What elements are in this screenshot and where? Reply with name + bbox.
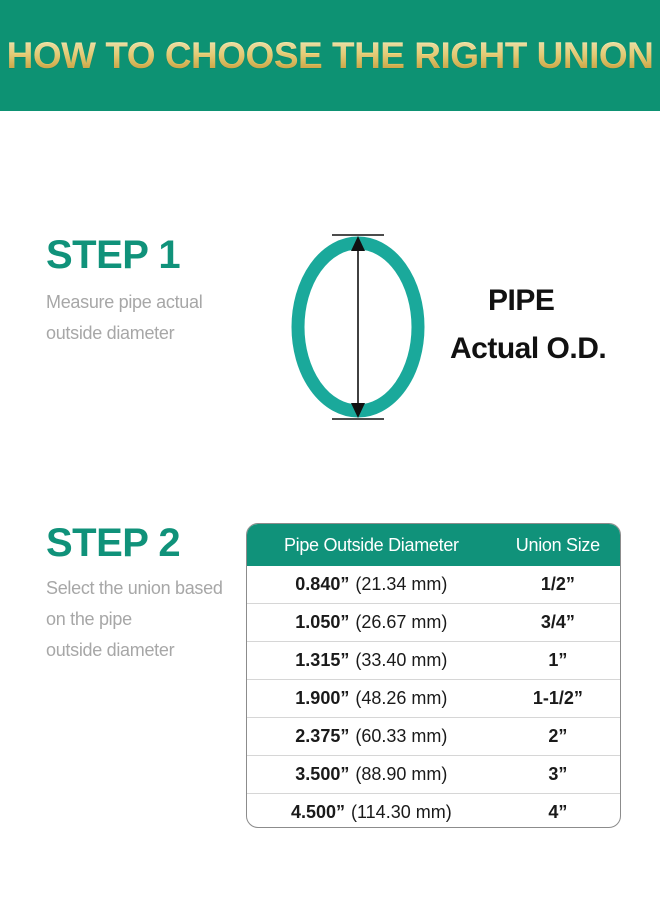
od-inches: 2.375”	[295, 726, 350, 746]
step1-heading: STEP 1	[46, 233, 181, 277]
union-size-cell: 3/4”	[540, 612, 575, 632]
step2-desc-line: on the pipe	[46, 609, 132, 629]
od-inches: 3.500”	[295, 764, 350, 784]
od-cell	[247, 650, 496, 671]
column-header-union-size: Union Size	[515, 534, 600, 555]
od-inches: 1.315”	[295, 650, 350, 670]
od-millimeters: (33.40 mm)	[355, 650, 448, 670]
table-row	[247, 793, 620, 828]
od-inches: 1.900”	[295, 688, 350, 708]
union-size-cell: 1”	[548, 650, 568, 670]
od-cell	[247, 612, 496, 633]
od-millimeters: (60.33 mm)	[355, 726, 448, 746]
step2-description	[46, 573, 223, 666]
column-header-pipe-od: Pipe Outside Diameter	[283, 534, 459, 555]
od-cell	[247, 802, 496, 823]
header-banner	[0, 0, 660, 111]
union-size-cell: 1-1/2”	[532, 688, 583, 708]
union-size-cell: 2”	[548, 726, 568, 746]
od-millimeters: (114.30 mm)	[351, 802, 452, 822]
step2-heading: STEP 2	[46, 521, 181, 565]
pipe-od-label: Actual O.D.	[450, 332, 607, 365]
od-inches: 1.050”	[295, 612, 350, 632]
step2-desc-line: Select the union based	[46, 578, 223, 598]
pipe-label: PIPE	[488, 284, 555, 317]
od-cell	[247, 764, 496, 785]
pipe-cross-section-diagram	[280, 226, 440, 426]
od-inches: 0.840”	[295, 574, 350, 594]
od-millimeters: (26.67 mm)	[355, 612, 448, 632]
union-size-table	[246, 523, 621, 828]
table-row	[247, 566, 620, 603]
od-millimeters: (21.34 mm)	[355, 574, 448, 594]
od-cell	[247, 726, 496, 747]
union-size-cell: 3”	[548, 764, 568, 784]
step1-description	[46, 287, 202, 349]
od-cell	[247, 574, 496, 595]
step1-desc-line: outside diameter	[46, 323, 175, 343]
union-size-cell: 4”	[548, 802, 568, 822]
od-inches: 4.500”	[290, 802, 345, 822]
union-size-cell: 1/2”	[540, 574, 575, 594]
table-body	[247, 566, 620, 828]
step2-desc-line: outside diameter	[46, 640, 175, 660]
od-millimeters: (48.26 mm)	[355, 688, 448, 708]
step1-desc-line: Measure pipe actual	[46, 292, 203, 312]
page-title: HOW TO CHOOSE THE RIGHT UNION	[6, 34, 654, 76]
table-header-row	[247, 524, 620, 566]
table-row	[247, 641, 620, 679]
table-row	[247, 679, 620, 717]
od-cell	[247, 688, 496, 709]
table-row	[247, 603, 620, 641]
table-row	[247, 717, 620, 755]
table-row	[247, 755, 620, 793]
od-millimeters: (88.90 mm)	[355, 764, 448, 784]
